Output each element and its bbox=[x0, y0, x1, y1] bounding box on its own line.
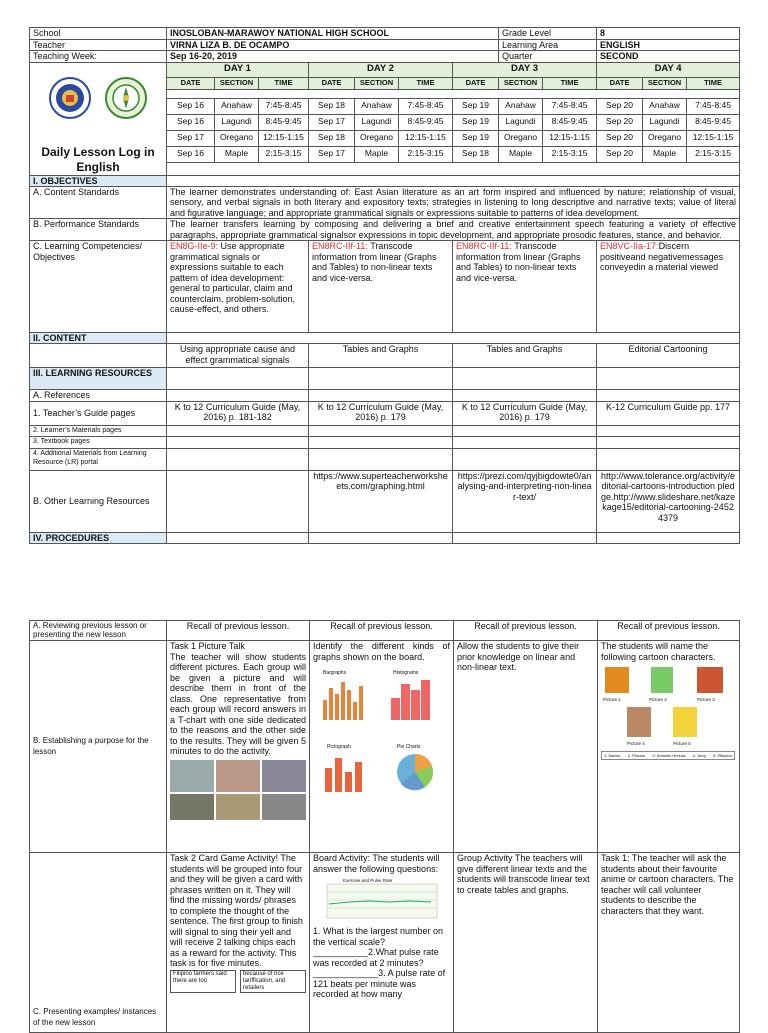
competency-text: Use appropriate grammatical signals or expressions suitable to each pattern of idea development: general to particular, claim and counterclaim, problem-solution, cause-effect, and others. bbox=[170, 241, 296, 314]
graph-label: Pie Charts bbox=[397, 744, 421, 750]
col-time-header: TIME bbox=[543, 78, 597, 90]
tg-day-2: K to 12 Curriculum Guide (May, 2016) p. 179 bbox=[309, 401, 453, 425]
content-heading: II. CONTENT bbox=[30, 333, 167, 344]
answer: 2. Piccolo bbox=[627, 753, 646, 758]
col-time-header: TIME bbox=[259, 78, 309, 90]
purpose-day-3: Allow the students to give their prior knowledge on linear and non-linear text. bbox=[454, 641, 598, 853]
other-day-1 bbox=[167, 470, 309, 532]
col-section-header: SECTION bbox=[215, 78, 259, 90]
col-date-header: DATE bbox=[453, 78, 499, 90]
col-time-header: TIME bbox=[399, 78, 453, 90]
card: Filipino farmers said there are too bbox=[170, 970, 236, 993]
bar bbox=[391, 698, 400, 720]
bar bbox=[353, 702, 357, 720]
board-activity-text: Board Activity: The students will answer the following questions: bbox=[313, 853, 440, 874]
schedule-section: Lagundi bbox=[215, 115, 259, 131]
schedule-time: 12:15-1:15 bbox=[399, 130, 453, 146]
picture-label: Picture 1 bbox=[603, 697, 621, 702]
lesson-log-table bbox=[29, 27, 740, 544]
schedule-date: Sep 16 bbox=[167, 115, 215, 131]
competency-day-2 bbox=[309, 241, 453, 333]
review-day-3: Recall of previous lesson. bbox=[454, 621, 598, 641]
content-day-3: Tables and Graphs bbox=[453, 344, 597, 368]
schedule-time: 8:45-9:45 bbox=[259, 115, 309, 131]
schedule-time: 2:15-3:15 bbox=[543, 146, 597, 162]
lr-portal-label: 4. Additional Materials from Learning Resource (LR) portal bbox=[30, 448, 167, 470]
examples-day-4: Task 1: The teacher will ask the students about their favourite anime or cartoon characters. The teacher will call volunteer students to describe the characters that they want. bbox=[598, 853, 740, 1033]
competency-day-4 bbox=[597, 241, 740, 333]
textbook-label: 3. Textbook pages bbox=[30, 437, 167, 449]
picture-label: Picture 3 bbox=[697, 697, 715, 702]
picture-label: Picture 2 bbox=[649, 697, 667, 702]
schedule-section: Oregano bbox=[643, 130, 687, 146]
cartoon-image bbox=[673, 707, 697, 737]
card: because of rice tariffication, and retailers bbox=[240, 970, 306, 993]
content-standards-text: The learner demonstrates understanding of: East Asian literature as an art form inspired and influenced by nature; relationship of visual, sensory, and verbal signals in both literary and expository texts; strategies in listening to long descriptive and narrative texts; value of literal and figurative language; and appropriate grammatical signals or expressions suitable to patterns of idea development. bbox=[167, 186, 740, 219]
deped-seal-icon bbox=[49, 77, 91, 119]
col-section-header: SECTION bbox=[499, 78, 543, 90]
answer-key bbox=[601, 751, 735, 760]
graph-label: Histograms bbox=[393, 670, 419, 676]
competency-code: EN8G-IIe-9: bbox=[170, 241, 219, 251]
content-standards-label: A. Content Standards bbox=[30, 186, 167, 219]
day-1-header: DAY 1 bbox=[167, 62, 309, 78]
competency-text: Transcode information from linear (Graphs and Tables) to non-linear texts and vice-versa. bbox=[312, 241, 437, 283]
schedule-time: 8:45-9:45 bbox=[687, 115, 740, 131]
bar bbox=[335, 758, 342, 792]
col-date-header: DATE bbox=[167, 78, 215, 90]
schedule-time: 12:15-1:15 bbox=[543, 130, 597, 146]
week-value: Sep 16-20, 2019 bbox=[167, 51, 499, 63]
col-time-header: TIME bbox=[687, 78, 740, 90]
grade-label: Grade Level bbox=[499, 28, 597, 40]
area-value: ENGLISH bbox=[597, 39, 740, 51]
bar bbox=[341, 682, 345, 720]
content-day-1: Using appropriate cause and effect grammatical signals bbox=[167, 344, 309, 368]
references-label: A. References bbox=[30, 390, 167, 402]
school-seal-icon bbox=[105, 77, 147, 119]
cartoon-grid bbox=[601, 665, 736, 785]
schedule-date: Sep 17 bbox=[309, 146, 355, 162]
schedule-date: Sep 17 bbox=[309, 115, 355, 131]
photo-image bbox=[216, 794, 260, 820]
examples-day-2 bbox=[310, 853, 454, 1033]
line-chart-icon bbox=[319, 882, 439, 922]
school-label: School bbox=[30, 28, 167, 40]
competency-text: Transcode information from linear (Graphs and Tables) to non-linear texts and vice-versa. bbox=[456, 241, 581, 283]
schedule-section: Maple bbox=[499, 146, 543, 162]
schedule-date: Sep 20 bbox=[597, 146, 643, 162]
pictograph bbox=[323, 752, 369, 792]
photo-image bbox=[262, 760, 306, 792]
pie-chart-icon bbox=[395, 752, 435, 792]
competency-code: EN8RC-IIf-11: bbox=[456, 241, 512, 251]
logos bbox=[33, 77, 163, 119]
school-name: INOSLOBAN-MARAWOY NATIONAL HIGH SCHOOL bbox=[167, 28, 499, 40]
review-day-2: Recall of previous lesson. bbox=[310, 621, 454, 641]
schedule-time: 7:45-8:45 bbox=[543, 99, 597, 115]
bar bbox=[359, 686, 363, 720]
schedule-date: Sep 18 bbox=[453, 146, 499, 162]
performance-standards-label: B. Performance Standards bbox=[30, 219, 167, 241]
review-day-4: Recall of previous lesson. bbox=[598, 621, 740, 641]
schedule-date: Sep 20 bbox=[597, 115, 643, 131]
histogram bbox=[389, 678, 439, 720]
schedule-time: 12:15-1:15 bbox=[687, 130, 740, 146]
card-sample bbox=[170, 970, 306, 993]
review-day-1: Recall of previous lesson. bbox=[167, 621, 310, 641]
other-resources-label: B. Other Learning Resources bbox=[30, 470, 167, 532]
schedule-time: 7:45-8:45 bbox=[687, 99, 740, 115]
col-date-header: DATE bbox=[597, 78, 643, 90]
schedule-time: 2:15-3:15 bbox=[259, 146, 309, 162]
schedule-date: Sep 19 bbox=[453, 99, 499, 115]
bar bbox=[325, 768, 332, 792]
schedule-date: Sep 20 bbox=[597, 99, 643, 115]
schedule-section: Lagundi bbox=[355, 115, 399, 131]
purpose-day-2 bbox=[310, 641, 454, 853]
bar bbox=[329, 688, 333, 720]
competency-code: EN8VC-IIa-17: bbox=[600, 241, 659, 251]
bar bbox=[323, 700, 327, 720]
photo-image bbox=[170, 760, 214, 792]
picture-label: Picture 5 bbox=[673, 741, 691, 746]
schedule-time: 12:15-1:15 bbox=[259, 130, 309, 146]
task-2-text: Task 2 Card Game Activity! The students will be grouped into four and they will be given a card with phrases written on it. They will find the missing words/ phrases to complete the thought of the sentence. The first group to finish will signal to sing their yell and will receive 2 talking chips each as a reward for the activity. This task is for five minutes. bbox=[170, 853, 303, 968]
schedule-date: Sep 19 bbox=[453, 115, 499, 131]
pulse-chart bbox=[313, 876, 450, 924]
procedures-table bbox=[29, 620, 740, 1033]
learners-materials-label: 2. Learner’s Materials pages bbox=[30, 425, 167, 437]
purpose-day-1 bbox=[167, 641, 310, 853]
task-1-title: Task 1 Picture Talk bbox=[170, 641, 245, 651]
logo-cell bbox=[30, 62, 167, 175]
log-title: Daily Lesson Log in English bbox=[41, 144, 155, 174]
schedule-section: Oregano bbox=[355, 130, 399, 146]
schedule-date: Sep 16 bbox=[167, 99, 215, 115]
review-label: A. Reviewing previous lesson or presenting the new lesson bbox=[30, 621, 167, 641]
cartoon-image bbox=[697, 667, 723, 693]
bar bbox=[347, 690, 351, 720]
quarter-value: SECOND bbox=[597, 51, 740, 63]
cartoon-image bbox=[605, 667, 629, 693]
tg-day-1: K to 12 Curriculum Guide (May, 2016) p. 181-182 bbox=[167, 401, 309, 425]
bar bbox=[411, 690, 420, 720]
schedule-section: Oregano bbox=[499, 130, 543, 146]
answer: 4. Jerry bbox=[692, 753, 706, 758]
procedures-heading: IV. PROCEDURES bbox=[30, 532, 167, 543]
schedule-section: Maple bbox=[643, 146, 687, 162]
col-date-header: DATE bbox=[309, 78, 355, 90]
bar bbox=[345, 772, 352, 792]
schedule-section: Anahaw bbox=[355, 99, 399, 115]
purpose-label: B. Establishing a purpose for the lesson bbox=[30, 641, 167, 853]
bar bbox=[401, 684, 410, 720]
photo-image bbox=[216, 760, 260, 792]
tg-day-4: K-12 Curriculum Guide pp. 177 bbox=[597, 401, 740, 425]
task-1-text: The teacher will show students different pictures. Each group will be given a picture and will describe them in front of the class. One representative from each group will record answers in a T-chart with one side dedicated to the reasons and the other side to the results. They will be given 5 minutes to do the activity. bbox=[170, 651, 306, 756]
examples-day-1 bbox=[167, 853, 310, 1033]
other-day-4[interactable]: http://www.tolerance.org/activity/editorial-cartoons-introduction pledge.http://www.slideshare.net/kazekage15/editorial-cartooning-24524379 bbox=[597, 470, 740, 532]
schedule-date: Sep 17 bbox=[167, 130, 215, 146]
bar bbox=[355, 762, 362, 792]
tg-day-3: K to 12 Curriculum Guide (May, 2016) p. 179 bbox=[453, 401, 597, 425]
photo-image bbox=[262, 794, 306, 820]
schedule-date: Sep 18 bbox=[309, 99, 355, 115]
schedule-section: Anahaw bbox=[499, 99, 543, 115]
examples-label: C. Presenting examples/ instances of the new lesson bbox=[30, 853, 167, 1033]
schedule-section: Anahaw bbox=[215, 99, 259, 115]
resources-heading: III. LEARNING RESOURCES bbox=[30, 368, 167, 390]
graph-label: Bargraphs bbox=[323, 670, 347, 676]
area-label: Learning Area bbox=[499, 39, 597, 51]
picture-label: Picture 4 bbox=[627, 741, 645, 746]
schedule-time: 2:15-3:15 bbox=[687, 146, 740, 162]
chart-title: Exercise and Pulse Rate bbox=[343, 878, 393, 883]
cartoon-image bbox=[627, 707, 651, 737]
grade-value: 8 bbox=[597, 28, 740, 40]
schedule-section: Anahaw bbox=[643, 99, 687, 115]
cartoon-text: The students will name the following cartoon characters. bbox=[601, 641, 716, 662]
bar bbox=[421, 680, 430, 720]
schedule-date: Sep 18 bbox=[309, 130, 355, 146]
graphs-text: Identify the different kinds of graphs shown on the board. bbox=[313, 641, 450, 662]
schedule-time: 7:45-8:45 bbox=[259, 99, 309, 115]
objectives-heading: I. OBJECTIVES bbox=[30, 175, 167, 186]
day-4-header: DAY 4 bbox=[597, 62, 740, 78]
schedule-section: Lagundi bbox=[499, 115, 543, 131]
examples-day-3: Group Activity The teachers will give different linear texts and the students will transcode linear text to create tables and graphs. bbox=[454, 853, 598, 1033]
bar-graph bbox=[321, 678, 371, 720]
teacher-label: Teacher bbox=[30, 39, 167, 51]
board-questions: 1. What is the largest number on the vertical scale?___________2.What pulse rate was recorded at 2 minutes?_____________3. A pulse rate of 121 beats per minute was recorded at how many bbox=[313, 926, 446, 999]
schedule-date: Sep 20 bbox=[597, 130, 643, 146]
answer: 3. Kenshin Himura bbox=[652, 753, 686, 758]
schedule-section: Oregano bbox=[215, 130, 259, 146]
answer: 1. Naruto bbox=[604, 753, 621, 758]
schedule-time: 2:15-3:15 bbox=[399, 146, 453, 162]
day-3-header: DAY 3 bbox=[453, 62, 597, 78]
schedule-date: Sep 16 bbox=[167, 146, 215, 162]
purpose-day-4 bbox=[598, 641, 740, 853]
quarter-label: Quarter bbox=[499, 51, 597, 63]
content-day-2: Tables and Graphs bbox=[309, 344, 453, 368]
performance-standards-text: The learner transfers learning by composing and delivering a brief and creative entertainment speech featuring a variety of effective paragraphs, appropriate grammatical signalsor expressions in topic development, and appropriate prosodic features, stance, and behavior. bbox=[167, 219, 740, 241]
bar bbox=[335, 694, 339, 720]
schedule-section: Maple bbox=[355, 146, 399, 162]
col-section-header: SECTION bbox=[643, 78, 687, 90]
other-day-3[interactable]: https://prezi.com/qyjbigdowte0/analysing-and-interpreting-non-linear-text/ bbox=[453, 470, 597, 532]
competency-day-3 bbox=[453, 241, 597, 333]
picture-grid bbox=[170, 760, 306, 820]
answer: 5. Pikachu bbox=[713, 753, 732, 758]
week-label: Teaching Week: bbox=[30, 51, 167, 63]
competency-code: EN8RC-IIf-11: bbox=[312, 241, 368, 251]
schedule-time: 8:45-9:45 bbox=[543, 115, 597, 131]
content-day-4: Editorial Cartooning bbox=[597, 344, 740, 368]
schedule-time: 7:45-8:45 bbox=[399, 99, 453, 115]
schedule-date: Sep 19 bbox=[453, 130, 499, 146]
teachers-guide-label: 1. Teacher’s Guide pages bbox=[30, 401, 167, 425]
schedule-section: Maple bbox=[215, 146, 259, 162]
competency-text: Discern positiveand negativemessages conveyedin a material viewed bbox=[600, 241, 724, 272]
competency-day-1 bbox=[167, 241, 309, 333]
cartoon-image bbox=[651, 667, 673, 693]
col-section-header: SECTION bbox=[355, 78, 399, 90]
graph-label: Pictograph bbox=[327, 744, 351, 750]
day-2-header: DAY 2 bbox=[309, 62, 453, 78]
photo-image bbox=[170, 794, 214, 820]
competencies-label: C. Learning Competencies/ Objectives bbox=[30, 241, 167, 333]
other-day-2[interactable]: https://www.superteacherworksheets.com/graphing.html bbox=[309, 470, 453, 532]
schedule-section: Lagundi bbox=[643, 115, 687, 131]
graphs-board bbox=[313, 664, 450, 814]
schedule-time: 8:45-9:45 bbox=[399, 115, 453, 131]
teacher-name: VIRNA LIZA B. DE OCAMPO bbox=[167, 39, 499, 51]
